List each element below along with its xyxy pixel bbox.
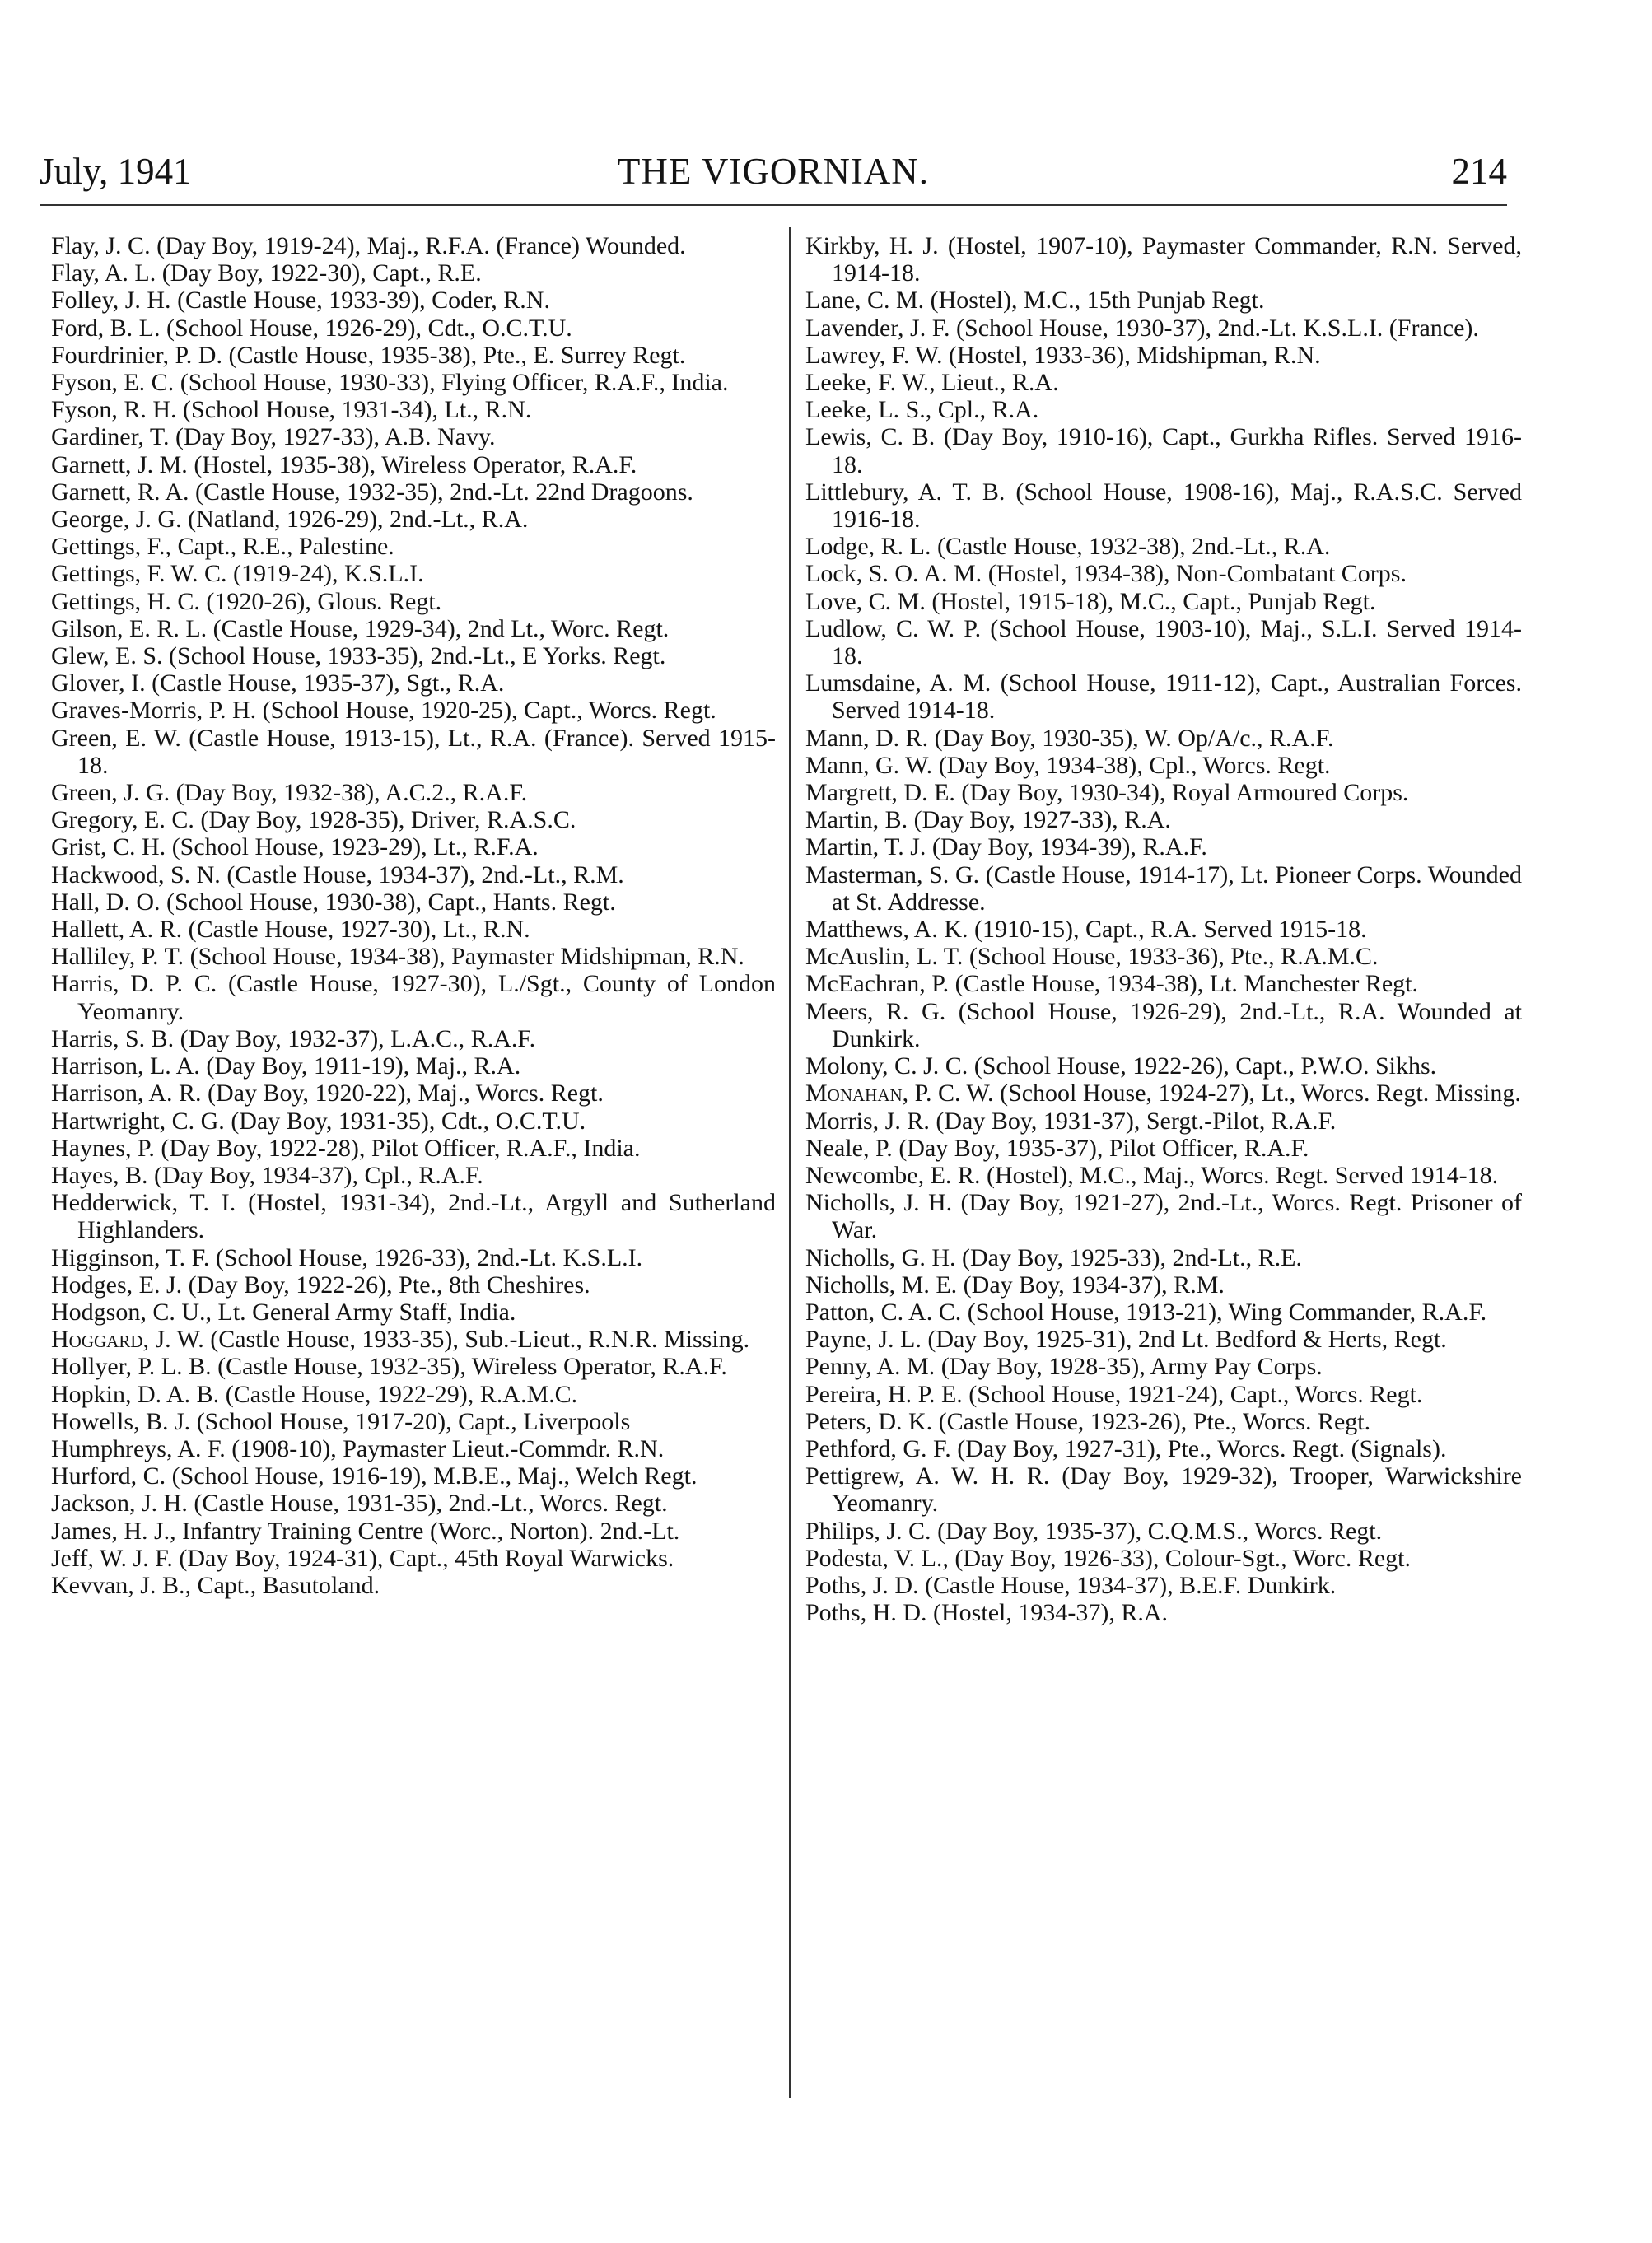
entry-name: Green, E. W. bbox=[51, 724, 181, 752]
entry-details: (School House, 1930-33), Flying Officer, R.A.F., India. bbox=[174, 369, 729, 397]
roll-entry bbox=[805, 423, 1522, 478]
entry-name: Fyson, R. H. bbox=[51, 396, 177, 424]
entry-name: Kirkby, H. J. bbox=[805, 232, 939, 259]
roll-entry bbox=[805, 1545, 1522, 1572]
entry-details: , Capt., Basutoland. bbox=[184, 1571, 380, 1599]
entry-details: (Castle House, 1932-38), 2nd.-Lt., R.A. bbox=[931, 533, 1331, 561]
entry-name: Lane, C. M. bbox=[805, 287, 925, 315]
entry-details: (Castle House, 1932-35), 2nd.-Lt. 22nd Dragoons. bbox=[189, 478, 693, 506]
roll-entry bbox=[51, 1162, 776, 1189]
entry-name: Philips, J. C. bbox=[805, 1517, 931, 1545]
entry-details: (Day Boy, 1928-35), Army Pay Corps. bbox=[935, 1353, 1323, 1381]
column-divider bbox=[789, 227, 791, 2098]
entry-name: Haynes, P. bbox=[51, 1134, 155, 1162]
entry-details: (Castle House, 1929-34), 2nd Lt., Worc. Regt. bbox=[207, 614, 670, 642]
entry-name: Harris, D. P. C. bbox=[51, 970, 217, 998]
roll-entry bbox=[805, 669, 1522, 724]
roll-entry bbox=[51, 423, 776, 450]
entry-name: Garnett, J. M. bbox=[51, 450, 188, 478]
entry-details: (Day Boy, 1922-28), Pilot Officer, R.A.F., India. bbox=[154, 1134, 641, 1162]
entry-name: Poths, H. D. bbox=[805, 1599, 927, 1627]
roll-entry bbox=[805, 970, 1522, 997]
entry-name: Molony, C. J. C. bbox=[805, 1052, 968, 1080]
roll-entry bbox=[805, 1299, 1522, 1326]
roll-entry bbox=[51, 806, 776, 833]
entry-details: (Castle House, 1927-30), L./Sgt., County of London Yeomanry. bbox=[77, 970, 776, 1025]
entry-name: Hoggard, J. W. bbox=[51, 1326, 204, 1354]
entry-name: Garnett, R. A. bbox=[51, 478, 189, 506]
entry-details: (School House, 1913-21), Wing Commander, R.A.F. bbox=[961, 1298, 1487, 1326]
roll-entry bbox=[51, 506, 776, 533]
entry-details: (School House, 1920-25), Capt., Worcs. Regt. bbox=[256, 697, 716, 725]
roll-entry bbox=[51, 779, 776, 806]
roll-entry bbox=[805, 1080, 1522, 1107]
entry-name: Matthews, A. K. bbox=[805, 916, 968, 944]
entry-name: Jeff, W. J. F. bbox=[51, 1544, 173, 1572]
entry-details: , Lt. General Army Staff, India. bbox=[205, 1298, 516, 1326]
entry-name: Flay, A. L. bbox=[51, 259, 156, 287]
entry-details: (Day Boy, 1930-35), W. Op/A/c., R.A.F. bbox=[928, 724, 1334, 752]
entry-name: Graves-Morris, P. H. bbox=[51, 697, 257, 725]
roll-entry bbox=[51, 369, 776, 396]
entry-details: (Castle House, 1927-30), Lt., R.N. bbox=[182, 916, 530, 944]
roll-entry bbox=[51, 1408, 776, 1435]
entry-name: Margrett, D. E. bbox=[805, 779, 955, 807]
entry-details: , Infantry Training Centre (Worc., Norton). 2nd.-Lt. bbox=[170, 1517, 680, 1545]
entry-name: Lawrey, F. W. bbox=[805, 341, 943, 369]
roll-entry bbox=[51, 1518, 776, 1545]
roll-entry bbox=[805, 287, 1522, 314]
entry-name: Folley, J. H. bbox=[51, 287, 171, 315]
entry-name: Hackwood, S. N. bbox=[51, 860, 221, 888]
entry-details: (School House, 1930-38), Capt., Hants. Regt. bbox=[160, 888, 616, 916]
roll-entry bbox=[51, 943, 776, 970]
roll-entry bbox=[51, 615, 776, 642]
publication-title: THE VIGORNIAN. bbox=[617, 151, 930, 192]
roll-entry bbox=[805, 752, 1522, 779]
entry-name: Neale, P. bbox=[805, 1134, 893, 1162]
entry-details: (Day Boy, 1931-35), Cdt., O.C.T.U. bbox=[224, 1107, 586, 1135]
entry-name: Mann, G. W. bbox=[805, 751, 933, 779]
page-header bbox=[40, 147, 1507, 196]
roll-entry bbox=[805, 1162, 1522, 1189]
entry-details: (Day Boy, 1920-22), Maj., Worcs. Regt. bbox=[201, 1080, 604, 1108]
roll-entry bbox=[51, 916, 776, 943]
entry-name: Hayes, B. bbox=[51, 1161, 148, 1189]
entry-name: Fourdrinier, P. D. bbox=[51, 341, 222, 369]
roll-entry bbox=[51, 396, 776, 423]
entry-name: Hollyer, P. L. B. bbox=[51, 1353, 212, 1381]
roll-entry bbox=[51, 1299, 776, 1326]
entry-name: Lodge, R. L. bbox=[805, 533, 931, 561]
entry-name: Martin, T. J. bbox=[805, 833, 926, 861]
entry-name: Lumsdaine, A. M. bbox=[805, 669, 992, 697]
roll-entry bbox=[51, 287, 776, 314]
entry-details: (Day Boy, 1924-31), Capt., 45th Royal Warwicks. bbox=[172, 1544, 674, 1572]
roll-entry bbox=[51, 725, 776, 779]
entry-details: (Castle House, 1934-38), Lt. Manchester Regt. bbox=[949, 970, 1418, 998]
roll-entry bbox=[805, 916, 1522, 943]
roll-entry bbox=[51, 451, 776, 478]
entry-name: McAuslin, L. T. bbox=[805, 943, 964, 971]
entry-name: Littlebury, A. T. B. bbox=[805, 478, 1006, 506]
roll-entry bbox=[51, 259, 776, 287]
roll-entry bbox=[51, 1326, 776, 1353]
entry-details: (Day Boy, 1927-33), R.A. bbox=[908, 806, 1171, 834]
entry-name: Hallett, A. R. bbox=[51, 916, 183, 944]
entry-name: Harris, S. B. bbox=[51, 1024, 175, 1052]
entry-details: (Castle House, 1935-38), Pte., E. Surrey Regt. bbox=[222, 341, 686, 369]
entry-details: (Day Boy, 1922-30), Capt., R.E. bbox=[156, 259, 482, 287]
entry-details: (Day Boy, 1911-19), Maj., R.A. bbox=[199, 1052, 521, 1080]
entry-name: Penny, A. M. bbox=[805, 1353, 936, 1381]
entry-details: (School House, 1931-34), Lt., R.N. bbox=[176, 396, 532, 424]
roll-entry bbox=[805, 725, 1522, 752]
entry-details: , Cpl., R.A. bbox=[925, 396, 1039, 424]
entry-name: Peters, D. K. bbox=[805, 1407, 933, 1435]
entry-name: Hartwright, C. G. bbox=[51, 1107, 225, 1135]
entry-name: Lavender, J. F. bbox=[805, 314, 950, 342]
entry-details: (School House, 1926-29), Cdt., O.C.T.U. bbox=[160, 314, 572, 342]
entry-name: Ludlow, C. W. P. bbox=[805, 614, 982, 642]
roll-entry bbox=[51, 1080, 776, 1107]
entry-details: (School House, 1930-37), 2nd.-Lt. K.S.L.I. (France). bbox=[950, 314, 1479, 342]
entry-name: Martin, B. bbox=[805, 806, 908, 834]
entry-name: Gettings, H. C. bbox=[51, 587, 200, 615]
entry-details: (Castle House, 1934-37), 2nd.-Lt., R.M. bbox=[220, 860, 624, 888]
entry-details: (Castle House, 1913-15), Lt., R.A. (France). Served 1915-18. bbox=[77, 724, 776, 779]
entry-details: , Lieut., R.A. bbox=[929, 369, 1059, 397]
roll-entry bbox=[51, 861, 776, 888]
entry-name: Gregory, E. C. bbox=[51, 806, 194, 834]
roll-entry bbox=[51, 232, 776, 259]
roll-entry bbox=[51, 315, 776, 342]
entry-details: (Hostel), M.C., Maj., Worcs. Regt. Served 1914-18. bbox=[980, 1161, 1499, 1189]
entry-details: (Day Boy, 1934-37), Cpl., R.A.F. bbox=[147, 1161, 483, 1189]
entry-details: (School House, 1908-16), Maj., R.A.S.C. Served 1916-18. bbox=[832, 478, 1522, 534]
entry-details: (Day Boy, 1927-31), Pte., Worcs. Regt. (Signals). bbox=[950, 1434, 1447, 1462]
entry-name: Podesta, V. L. bbox=[805, 1544, 943, 1572]
entry-name: Pethford, G. F. bbox=[805, 1434, 951, 1462]
roll-entry bbox=[805, 1244, 1522, 1271]
entry-name: Jackson, J. H. bbox=[51, 1490, 188, 1518]
entry-details: (Castle House, 1931-35), 2nd.-Lt., Worcs. Regt. bbox=[187, 1490, 668, 1518]
entry-name: Green, J. G. bbox=[51, 779, 170, 807]
roll-entry bbox=[51, 1025, 776, 1052]
entry-details: (Day Boy, 1921-27), 2nd.-Lt., Worcs. Regt. Prisoner of War. bbox=[832, 1189, 1523, 1244]
entry-details: (Hostel, 1934-38), Non-Combatant Corps. bbox=[982, 560, 1407, 588]
entry-name: Nicholls, G. H. bbox=[805, 1243, 956, 1271]
entry-details: (Hostel, 1935-38), Wireless Operator, R.A.F. bbox=[187, 450, 637, 478]
roll-entry bbox=[805, 943, 1522, 970]
entry-details: (School House, 1933-36), Pte., R.A.M.C. bbox=[963, 943, 1379, 971]
entry-details: (1919-24), K.S.L.I. bbox=[226, 560, 424, 588]
entry-name: George, J. G. bbox=[51, 506, 182, 534]
roll-entry bbox=[805, 1435, 1522, 1462]
roll-entry bbox=[51, 588, 776, 615]
roll-entry bbox=[805, 342, 1522, 369]
roll-entry bbox=[805, 806, 1522, 833]
entry-details: (Day Boy, 1919-24), Maj., R.F.A. (France) Wounded. bbox=[150, 232, 686, 259]
roll-entry bbox=[51, 1244, 776, 1271]
entry-details: (School House, 1911-12), Capt., Australian Forces. Served 1914-18. bbox=[832, 669, 1522, 725]
roll-entry bbox=[51, 1271, 776, 1299]
entry-details: , (Day Boy, 1926-33), Colour-Sgt., Worc. Regt. bbox=[942, 1544, 1411, 1572]
roll-entry bbox=[805, 998, 1522, 1052]
roll-entry bbox=[805, 615, 1522, 669]
entry-name: Pereira, H. P. E. bbox=[805, 1380, 963, 1408]
entry-details: (School House, 1923-29), Lt., R.F.A. bbox=[166, 833, 539, 861]
entry-details: (1908-10), Paymaster Lieut.-Commdr. R.N. bbox=[225, 1434, 665, 1462]
roll-entry bbox=[805, 315, 1522, 342]
entry-details: (Day Boy, 1935-37), C.Q.M.S., Worcs. Regt. bbox=[931, 1517, 1383, 1545]
entry-name: Hurford, C. bbox=[51, 1462, 166, 1490]
issue-date: July, 1941 bbox=[40, 151, 192, 192]
roll-entry bbox=[51, 560, 776, 587]
entry-details: (Day Boy, 1935-37), Pilot Officer, R.A.F. bbox=[892, 1134, 1309, 1162]
entry-name: Higginson, T. F. bbox=[51, 1243, 210, 1271]
entry-name: Flay, J. C. bbox=[51, 232, 151, 259]
entry-name: Poths, J. D. bbox=[805, 1571, 919, 1599]
entry-name: Mann, D. R. bbox=[805, 724, 929, 752]
roll-entry bbox=[51, 1545, 776, 1572]
entry-name: Gettings, F. bbox=[51, 533, 166, 561]
roll-entry bbox=[805, 1599, 1522, 1626]
roll-entry bbox=[51, 1572, 776, 1599]
entry-details: (School House, 1916-19), M.B.E., Maj., Welch Regt. bbox=[166, 1462, 698, 1490]
entry-details: (Castle House, 1935-37), Sgt., R.A. bbox=[145, 669, 505, 697]
entry-details: (Day Boy, 1925-33), 2nd-Lt., R.E. bbox=[955, 1243, 1302, 1271]
entry-details: (Day Boy, 1925-31), 2nd Lt. Bedford & Herts, Regt. bbox=[921, 1326, 1447, 1354]
roll-entry bbox=[51, 970, 776, 1024]
entry-name: Newcombe, E. R. bbox=[805, 1161, 981, 1189]
entry-details: (Natland, 1926-29), 2nd.-Lt., R.A. bbox=[181, 506, 529, 534]
roll-entry bbox=[51, 533, 776, 560]
entry-details: (Castle House, 1922-29), R.A.M.C. bbox=[219, 1380, 578, 1408]
entry-name: Fyson, E. C. bbox=[51, 369, 175, 397]
roll-entry bbox=[805, 1108, 1522, 1135]
entry-name: Glover, I. bbox=[51, 669, 146, 697]
entry-name: Morris, J. R. bbox=[805, 1107, 930, 1135]
entry-details: (School House, 1933-35), 2nd.-Lt., E Yorks. Regt. bbox=[162, 642, 666, 670]
entry-name: Grist, C. H. bbox=[51, 833, 166, 861]
roll-entry bbox=[805, 1135, 1522, 1162]
entry-name: Nicholls, M. E. bbox=[805, 1271, 958, 1299]
roll-entry bbox=[51, 697, 776, 724]
entry-name: Hodges, E. J. bbox=[51, 1271, 183, 1299]
entry-name: Harrison, L. A. bbox=[51, 1052, 200, 1080]
entry-details: (Day Boy, 1934-37), R.M. bbox=[957, 1271, 1225, 1299]
roll-entry bbox=[51, 669, 776, 697]
page-number: 214 bbox=[1451, 151, 1507, 192]
entry-details: (Day Boy, 1922-26), Pte., 8th Cheshires. bbox=[182, 1271, 590, 1299]
entry-details: (School House, 1922-26), Capt., P.W.O. Sikhs. bbox=[968, 1052, 1437, 1080]
entry-details: (1910-15), Capt., R.A. Served 1915-18. bbox=[968, 916, 1367, 944]
entry-details: (Hostel), M.C., 15th Punjab Regt. bbox=[924, 287, 1265, 315]
roll-entry bbox=[805, 1271, 1522, 1299]
entry-details: (Castle House, 1933-35), Sub.-Lieut., R.N.R. Missing. bbox=[203, 1326, 750, 1354]
entry-details: (Hostel, 1933-36), Midshipman, R.N. bbox=[942, 341, 1321, 369]
entry-name: Halliley, P. T. bbox=[51, 943, 184, 971]
roll-entry bbox=[51, 1135, 776, 1162]
roll-entry bbox=[805, 779, 1522, 806]
roll-entry bbox=[51, 1435, 776, 1462]
entry-name: Hedderwick, T. I. bbox=[51, 1189, 236, 1217]
entry-details: (Hostel, 1931-34), 2nd.-Lt., Argyll and Sutherland Highlanders. bbox=[77, 1189, 776, 1244]
roll-entry bbox=[805, 1353, 1522, 1380]
roll-entry bbox=[51, 1353, 776, 1380]
entry-details: (Day Boy, 1934-39), R.A.F. bbox=[926, 833, 1207, 861]
entry-name: Pettigrew, A. W. H. R. bbox=[805, 1462, 1050, 1490]
entry-details: (Hostel, 1907-10), Paymaster Commander, R.N. Served, 1914-18. bbox=[832, 232, 1522, 287]
right-column bbox=[805, 232, 1522, 1626]
roll-entry bbox=[51, 1381, 776, 1408]
entry-name: Monahan, P. C. W. bbox=[805, 1080, 994, 1108]
entry-details: (School House, 1934-38), Paymaster Midshipman, R.N. bbox=[184, 943, 744, 971]
entry-name: Gardiner, T. bbox=[51, 423, 170, 451]
roll-entry bbox=[805, 1326, 1522, 1353]
roll-entry bbox=[805, 232, 1522, 287]
entry-name: Ford, B. L. bbox=[51, 314, 161, 342]
entry-details: (1920-26), Glous. Regt. bbox=[199, 587, 442, 615]
roll-entry bbox=[805, 833, 1522, 860]
roll-entry bbox=[805, 560, 1522, 587]
entry-name: Gettings, F. W. C. bbox=[51, 560, 227, 588]
entry-name: Hall, D. O. bbox=[51, 888, 161, 916]
roll-entry bbox=[51, 888, 776, 916]
roll-entry bbox=[805, 1462, 1522, 1517]
entry-details: (Day Boy, 1930-34), Royal Armoured Corps. bbox=[954, 779, 1409, 807]
entry-name: McEachran, P. bbox=[805, 970, 950, 998]
entry-details: (Day Boy, 1932-37), L.A.C., R.A.F. bbox=[174, 1024, 536, 1052]
roll-entry bbox=[805, 861, 1522, 916]
roll-entry bbox=[805, 478, 1522, 533]
entry-details: (School House, 1921-24), Capt., Worcs. Regt. bbox=[962, 1380, 1423, 1408]
entry-name: Hodgson, C. U. bbox=[51, 1298, 206, 1326]
entry-details: (Hostel, 1934-37), R.A. bbox=[926, 1599, 1169, 1627]
roll-entry bbox=[805, 1572, 1522, 1599]
entry-name: Masterman, S. G. bbox=[805, 860, 980, 888]
entry-name: Harrison, A. R. bbox=[51, 1080, 202, 1108]
entry-name: Hopkin, D. A. B. bbox=[51, 1380, 220, 1408]
roll-entry bbox=[805, 1408, 1522, 1435]
entry-name: Meers, R. G. bbox=[805, 997, 946, 1025]
entry-details: (Day Boy, 1928-35), Driver, R.A.S.C. bbox=[194, 806, 576, 834]
roll-entry bbox=[805, 533, 1522, 560]
entry-details: (Castle House, 1933-39), Coder, R.N. bbox=[170, 287, 550, 315]
entry-name: Nicholls, J. H. bbox=[805, 1189, 953, 1217]
roll-entry bbox=[51, 1189, 776, 1243]
entry-name: Lock, S. O. A. M. bbox=[805, 560, 982, 588]
entry-details: (Day Boy, 1931-37), Sergt.-Pilot, R.A.F. bbox=[929, 1107, 1337, 1135]
roll-entry bbox=[51, 833, 776, 860]
entry-name: Glew, E. S. bbox=[51, 642, 163, 670]
roll-entry bbox=[805, 369, 1522, 396]
entry-details: (School House, 1924-27), Lt., Worcs. Regt. Missing. bbox=[993, 1080, 1521, 1108]
entry-name: Leeke, F. W. bbox=[805, 369, 930, 397]
roll-entry bbox=[805, 1381, 1522, 1408]
entry-name: Gilson, E. R. L. bbox=[51, 614, 208, 642]
roll-entry bbox=[51, 342, 776, 369]
entry-details: (Hostel, 1915-18), M.C., Capt., Punjab Regt. bbox=[925, 587, 1376, 615]
entry-details: (Day Boy, 1927-33), A.B. Navy. bbox=[169, 423, 496, 451]
roll-entry bbox=[51, 1490, 776, 1517]
entry-name: Love, C. M. bbox=[805, 587, 926, 615]
roll-entry bbox=[805, 588, 1522, 615]
entry-name: Payne, J. L. bbox=[805, 1326, 922, 1354]
entry-name: James, H. J. bbox=[51, 1517, 170, 1545]
entry-details: , Capt., R.E., Palestine. bbox=[165, 533, 394, 561]
entry-details: (Day Boy, 1932-38), A.C.2., R.A.F. bbox=[170, 779, 528, 807]
roll-entry bbox=[805, 1052, 1522, 1080]
entry-details: (Day Boy, 1934-38), Cpl., Worcs. Regt. bbox=[932, 751, 1331, 779]
entry-details: (Castle House, 1934-37), B.E.F. Dunkirk. bbox=[918, 1571, 1337, 1599]
left-column bbox=[51, 232, 776, 1599]
roll-entry bbox=[805, 1189, 1522, 1243]
entry-details: (Day Boy, 1910-16), Capt., Gurkha Rifles. Served 1916-18. bbox=[832, 423, 1522, 478]
entry-details: (Castle House, 1932-35), Wireless Operator, R.A.F. bbox=[211, 1353, 727, 1381]
entry-details: (Castle House, 1923-26), Pte., Worcs. Regt. bbox=[932, 1407, 1371, 1435]
entry-name: Lewis, C. B. bbox=[805, 423, 936, 451]
entry-name: Kevvan, J. B. bbox=[51, 1571, 185, 1599]
roll-entry bbox=[51, 1108, 776, 1135]
entry-details: (Castle House, 1914-17), Lt. Pioneer Corps. Wounded at St. Addresse. bbox=[832, 860, 1522, 916]
roll-entry bbox=[805, 1518, 1522, 1545]
entry-name: Humphreys, A. F. bbox=[51, 1434, 226, 1462]
entry-details: (School House, 1926-33), 2nd.-Lt. K.S.L.I. bbox=[209, 1243, 643, 1271]
roll-entry bbox=[51, 1052, 776, 1080]
roll-entry bbox=[51, 1462, 776, 1490]
entry-name: Patton, C. A. C. bbox=[805, 1298, 962, 1326]
roll-entry bbox=[805, 396, 1522, 423]
roll-entry bbox=[51, 478, 776, 506]
entry-details: (School House, 1903-10), Maj., S.L.I. Served 1914-18. bbox=[832, 614, 1522, 670]
entry-details: (Day Boy, 1929-32), Trooper, Warwickshire Yeomanry. bbox=[832, 1462, 1522, 1518]
roll-entry bbox=[51, 642, 776, 669]
entry-name: Howells, B. J. bbox=[51, 1407, 191, 1435]
entry-details: (School House, 1926-29), 2nd.-Lt., R.A. Wounded at Dunkirk. bbox=[832, 997, 1522, 1052]
header-rule bbox=[40, 204, 1507, 206]
entry-name: Leeke, L. S. bbox=[805, 396, 926, 424]
entry-details: (School House, 1917-20), Capt., Liverpools bbox=[190, 1407, 631, 1435]
